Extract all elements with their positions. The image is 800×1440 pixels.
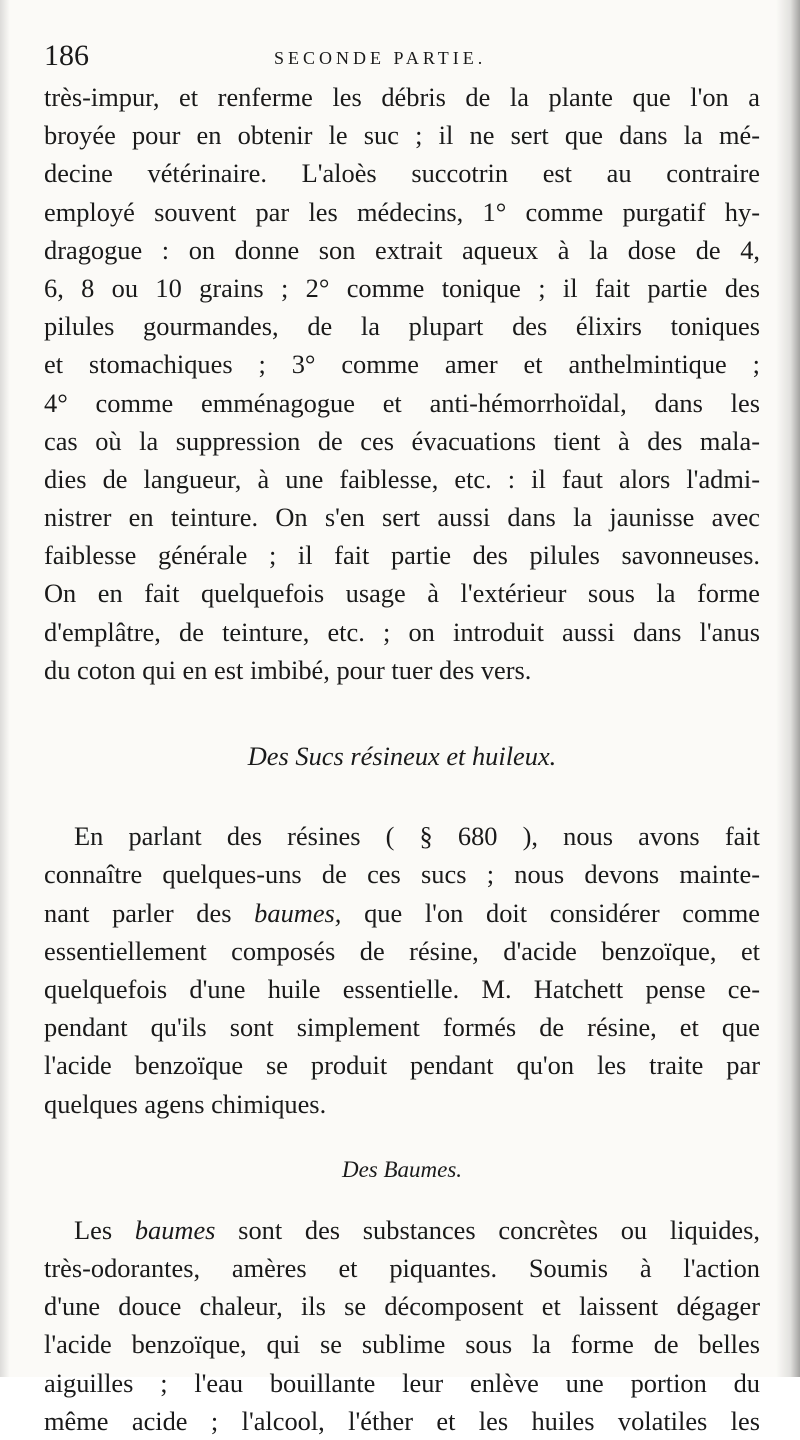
italic-term: baumes, (254, 897, 342, 928)
text-line: essentiellement composés de résine, d'acide benzoïque, et (44, 935, 760, 966)
page-body (44, 78, 760, 1440)
text-segment: sont des substances concrètes ou liquides, (215, 1214, 760, 1245)
running-head: SECONDE PARTIE. (274, 48, 487, 68)
page-gutter-shadow (0, 0, 10, 1377)
text-line: d'une douce chaleur, ils se décomposent et laissent dégager (44, 1291, 760, 1322)
text-line: employé souvent par les médecins, 1° comme purgatif hy- (44, 196, 760, 227)
text-line: faiblesse générale ; il fait partie des pilules savonneuses. (44, 540, 760, 571)
section-heading: Des Sucs résineux et huileux. (247, 741, 557, 771)
italic-term: baumes (134, 1214, 216, 1245)
text-line: du coton qui en est imbibé, pour tuer des vers. (44, 654, 532, 685)
text-segment: nant parler des (44, 897, 255, 928)
text-segment: que l'on doit considérer comme (341, 897, 760, 928)
text-line: pendant qu'ils sont simplement formés de résine, et que (44, 1012, 760, 1043)
text-line: dies de langueur, à une faiblesse, etc. : il faut alors l'admi- (44, 463, 760, 494)
text-line: quelquefois d'une huile essentielle. M. Hatchett pense ce- (44, 973, 760, 1004)
text-line: l'acide benzoïque se produit pendant qu'on les traite par (44, 1050, 760, 1081)
text-line: broyée pour en obtenir le suc ; il ne sert que dans la mé- (44, 120, 760, 151)
text-line: l'acide benzoïque, qui se sublime sous la forme de belles (44, 1329, 760, 1360)
text-line: pilules gourmandes, de la plupart des élixirs toniques (44, 311, 760, 342)
text-line: decine vétérinaire. L'aloès succotrin est au contraire (44, 158, 760, 189)
text-line: très-impur, et renferme les débris de la plante que l'on a (44, 82, 760, 112)
text-line: très-odorantes, amères et piquantes. Soumis à l'action (44, 1253, 760, 1284)
text-line: 4° comme emménagogue et anti-hémorrhoïdal, dans les (44, 387, 760, 418)
text-line: aiguilles ; l'eau bouillante leur enlève une portion du (44, 1367, 760, 1398)
section-heading: Des Baumes. (341, 1156, 463, 1182)
text-line: nistrer en teinture. On s'en sert aussi dans la jaunisse avec (44, 502, 760, 533)
text-segment: Les (74, 1214, 135, 1245)
text-line: connaître quelques-uns de ces sucs ; nous devons mainte- (44, 859, 760, 890)
text-line: même acide ; l'alcool, l'éther et les huiles volatiles les (44, 1405, 760, 1436)
text-line: et stomachiques ; 3° comme amer et anthelmintique ; (44, 349, 760, 380)
text-line: d'emplâtre, de teinture, etc. ; on introduit aussi dans l'anus (44, 616, 760, 647)
text-line-mixed (44, 894, 760, 932)
text-line: On en fait quelquefois usage à l'extérieur sous la forme (44, 578, 760, 609)
text-line: dragogue : on donne son extrait aqueux à la dose de 4, (44, 234, 760, 265)
text-line: 6, 8 ou 10 grains ; 2° comme tonique ; il fait partie des (44, 272, 760, 303)
page-number: 186 (44, 39, 89, 72)
text-line: cas où la suppression de ces évacuations tient à des mala- (44, 425, 760, 456)
page-edge-shadow (776, 0, 800, 1377)
page-header (44, 38, 760, 74)
text-line-mixed (44, 1211, 760, 1249)
text-line: En parlant des résines ( § 680 ), nous avons fait (74, 821, 760, 852)
text-line: quelques agens chimiques. (44, 1088, 327, 1119)
